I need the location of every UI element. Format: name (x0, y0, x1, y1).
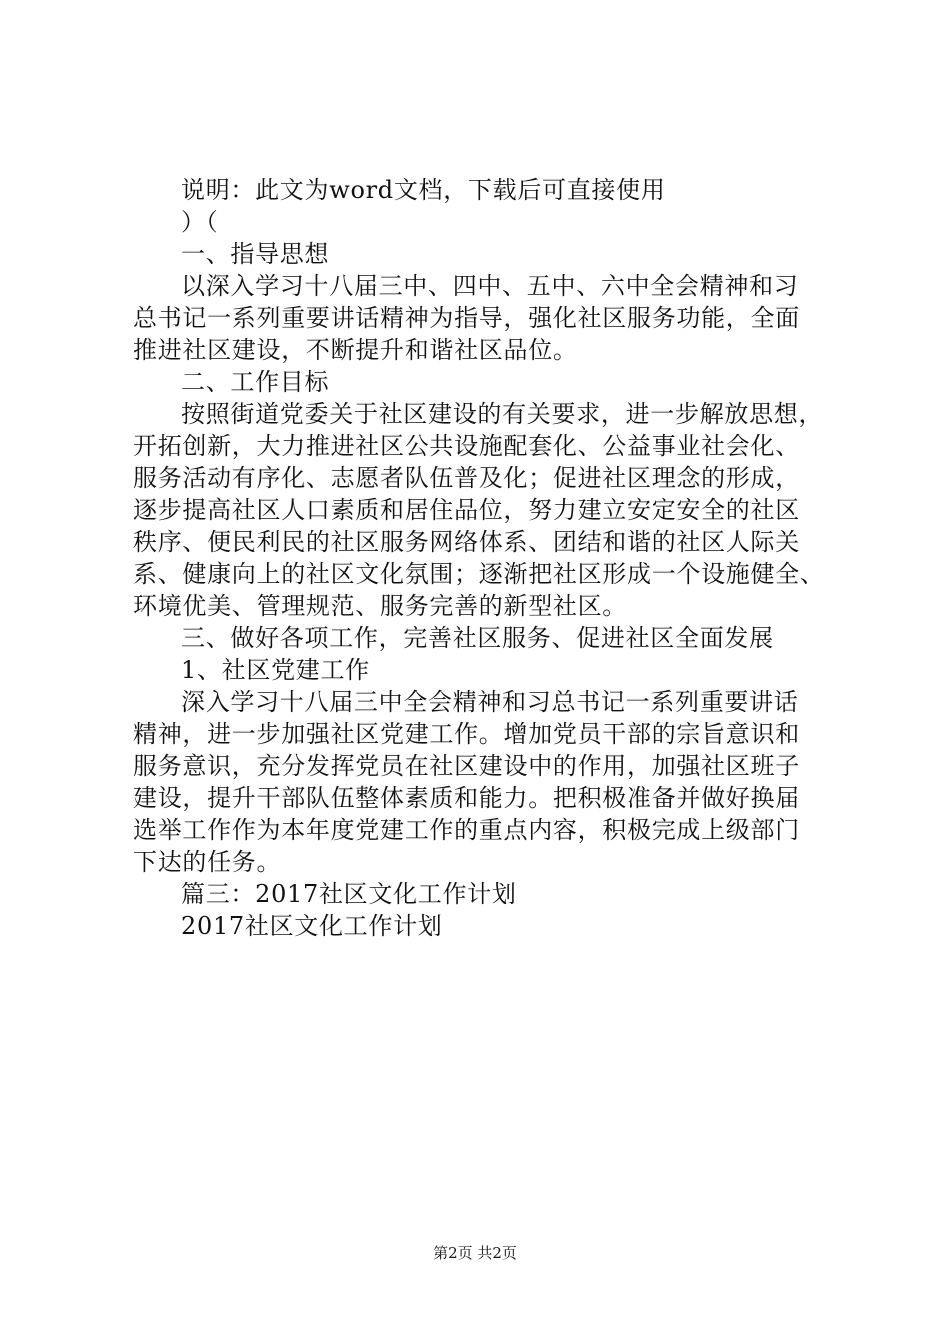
body-line: 说明：此文为word文档，下载后可直接使用 (181, 176, 666, 204)
chapter-heading: 篇三：2017社区文化工作计划 (181, 880, 517, 908)
body-line: 选举工作作为本年度党建工作的重点内容，积极完成上级部门 (133, 816, 800, 844)
chapter-title: 2017社区文化工作计划 (181, 912, 443, 940)
body-line: 总书记一系列重要讲话精神为指导，强化社区服务功能，全面 (133, 304, 800, 332)
body-line: 环境优美、管理规范、服务完善的新型社区。 (133, 592, 627, 620)
document-body (133, 174, 833, 942)
page-footer (0, 1243, 950, 1263)
body-line: 逐步提高社区人口素质和居住品位，努力建立安定安全的社区 (133, 496, 800, 524)
body-line: 开拓创新，大力推进社区公共设施配套化、公益事业社会化、 (133, 432, 800, 460)
body-line: 深入学习十八届三中全会精神和习总书记一系列重要讲话 (181, 688, 799, 716)
body-line: 推进社区建设，不断提升和谐社区品位。 (133, 336, 578, 364)
subsection-heading: 1、社区党建工作 (181, 656, 370, 684)
body-line: 服务意识，充分发挥党员在社区建设中的作用，加强社区班子 (133, 752, 800, 780)
body-line: 建设，提升干部队伍整体素质和能力。把积极准备并做好换届 (133, 784, 800, 812)
section-heading: 三、做好各项工作，完善社区服务、促进社区全面发展 (181, 624, 774, 652)
section-heading: 一、指导思想 (181, 240, 330, 268)
body-line: ）（ (181, 208, 219, 236)
body-line: 精神，进一步加强社区党建工作。增加党员干部的宗旨意识和 (133, 720, 800, 748)
body-line: 下达的任务。 (133, 848, 282, 876)
body-line: 以深入学习十八届三中、四中、五中、六中全会精神和习 (181, 272, 799, 300)
body-line: 按照街道党委关于社区建设的有关要求，进一步解放思想， (181, 400, 824, 428)
body-line: 服务活动有序化、志愿者队伍普及化；促进社区理念的形成， (133, 464, 800, 492)
body-line: 系、健康向上的社区文化氛围；逐渐把社区形成一个设施健全、 (133, 560, 825, 588)
page-number-label: 第2页 共2页 (433, 1244, 517, 1262)
section-heading: 二、工作目标 (181, 368, 330, 396)
body-line: 秩序、便民利民的社区服务网络体系、团结和谐的社区人际关 (133, 528, 800, 556)
